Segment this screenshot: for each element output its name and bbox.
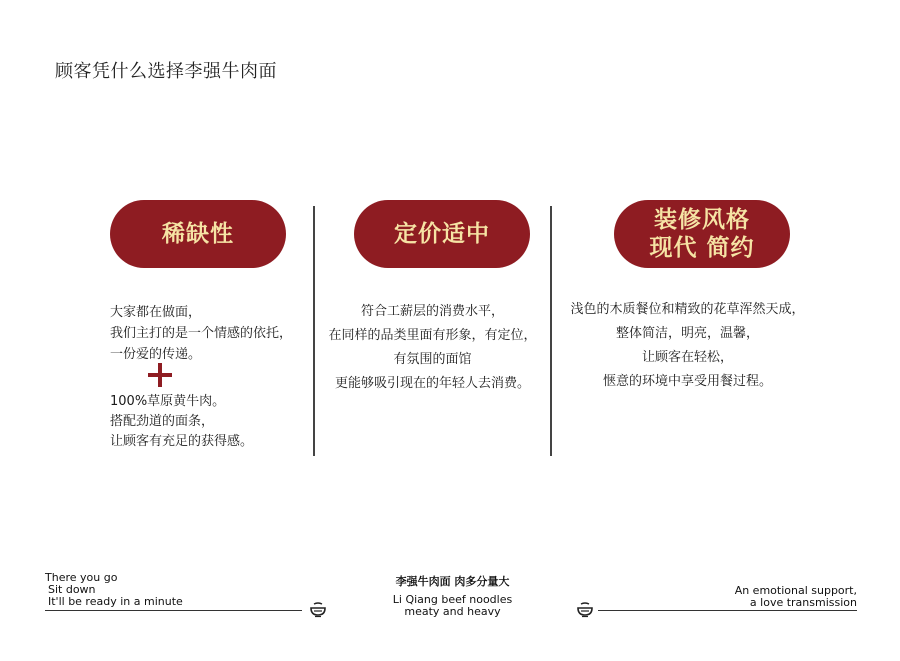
footer-right-text [735, 585, 857, 609]
text-line: 100%草原黄牛肉。 [110, 394, 226, 409]
text-line: 浅色的木质餐位和精致的花草浑然天成， [570, 302, 805, 317]
text-line: 更能够吸引现在的年轻人去消费。 [334, 376, 530, 391]
footer-left-text [45, 572, 183, 608]
heading-line: 稀缺性 [162, 221, 234, 247]
decoration-paragraph [560, 298, 815, 394]
text-line: 一份爱的传递。 [110, 347, 202, 362]
column-divider [313, 206, 315, 456]
heading-pill-decoration [614, 200, 790, 268]
text-line: 整体简洁，明亮，温馨， [615, 326, 759, 341]
pricing-paragraph [320, 300, 545, 396]
text-line: Sit down [48, 583, 96, 596]
text-line: 有氛围的面馆 [393, 352, 472, 367]
text-line: meaty and heavy [404, 605, 501, 618]
footer-slogan-cn: 李强牛肉面 肉多分量大 [395, 575, 510, 588]
text-line: 我们主打的是一个情感的依托， [110, 326, 293, 341]
text-line: There you go [45, 571, 118, 584]
heading-pill-pricing [354, 200, 530, 268]
footer-rule-right [598, 610, 857, 611]
footer-rule-left [45, 610, 302, 611]
text-line: 符合工薪层的消费水平， [360, 304, 504, 319]
heading-line: 定价适中 [394, 221, 490, 247]
text-line: 让顾客在轻松， [641, 350, 733, 365]
text-line: 搭配劲道的面条， [110, 414, 215, 429]
text-line: 惬意的环境中享受用餐过程。 [602, 374, 772, 389]
heading-pill-scarcity [110, 200, 286, 268]
text-line: Li Qiang beef noodles [392, 593, 513, 606]
scarcity-paragraph-1 [110, 302, 292, 365]
heading-line: 装修风格 [654, 207, 750, 233]
noodle-bowl-icon [576, 600, 594, 618]
column-divider [550, 206, 552, 456]
plus-icon [148, 363, 172, 387]
scarcity-paragraph-2 [110, 392, 253, 452]
text-line: An emotional support, [734, 584, 857, 597]
footer-center [360, 575, 545, 618]
text-line: 让顾客有充足的获得感。 [110, 434, 254, 449]
text-line: 在同样的品类里面有形象，有定位， [328, 328, 537, 343]
text-line: a love transmission [749, 596, 857, 609]
text-line: It'll be ready in a minute [48, 595, 183, 608]
page-title: 顾客凭什么选择李强牛肉面 [55, 61, 277, 82]
text-line: 大家都在做面， [110, 305, 202, 320]
heading-line: 现代 简约 [649, 235, 755, 261]
noodle-bowl-icon [309, 600, 327, 618]
footer-slogan-en [360, 594, 545, 618]
